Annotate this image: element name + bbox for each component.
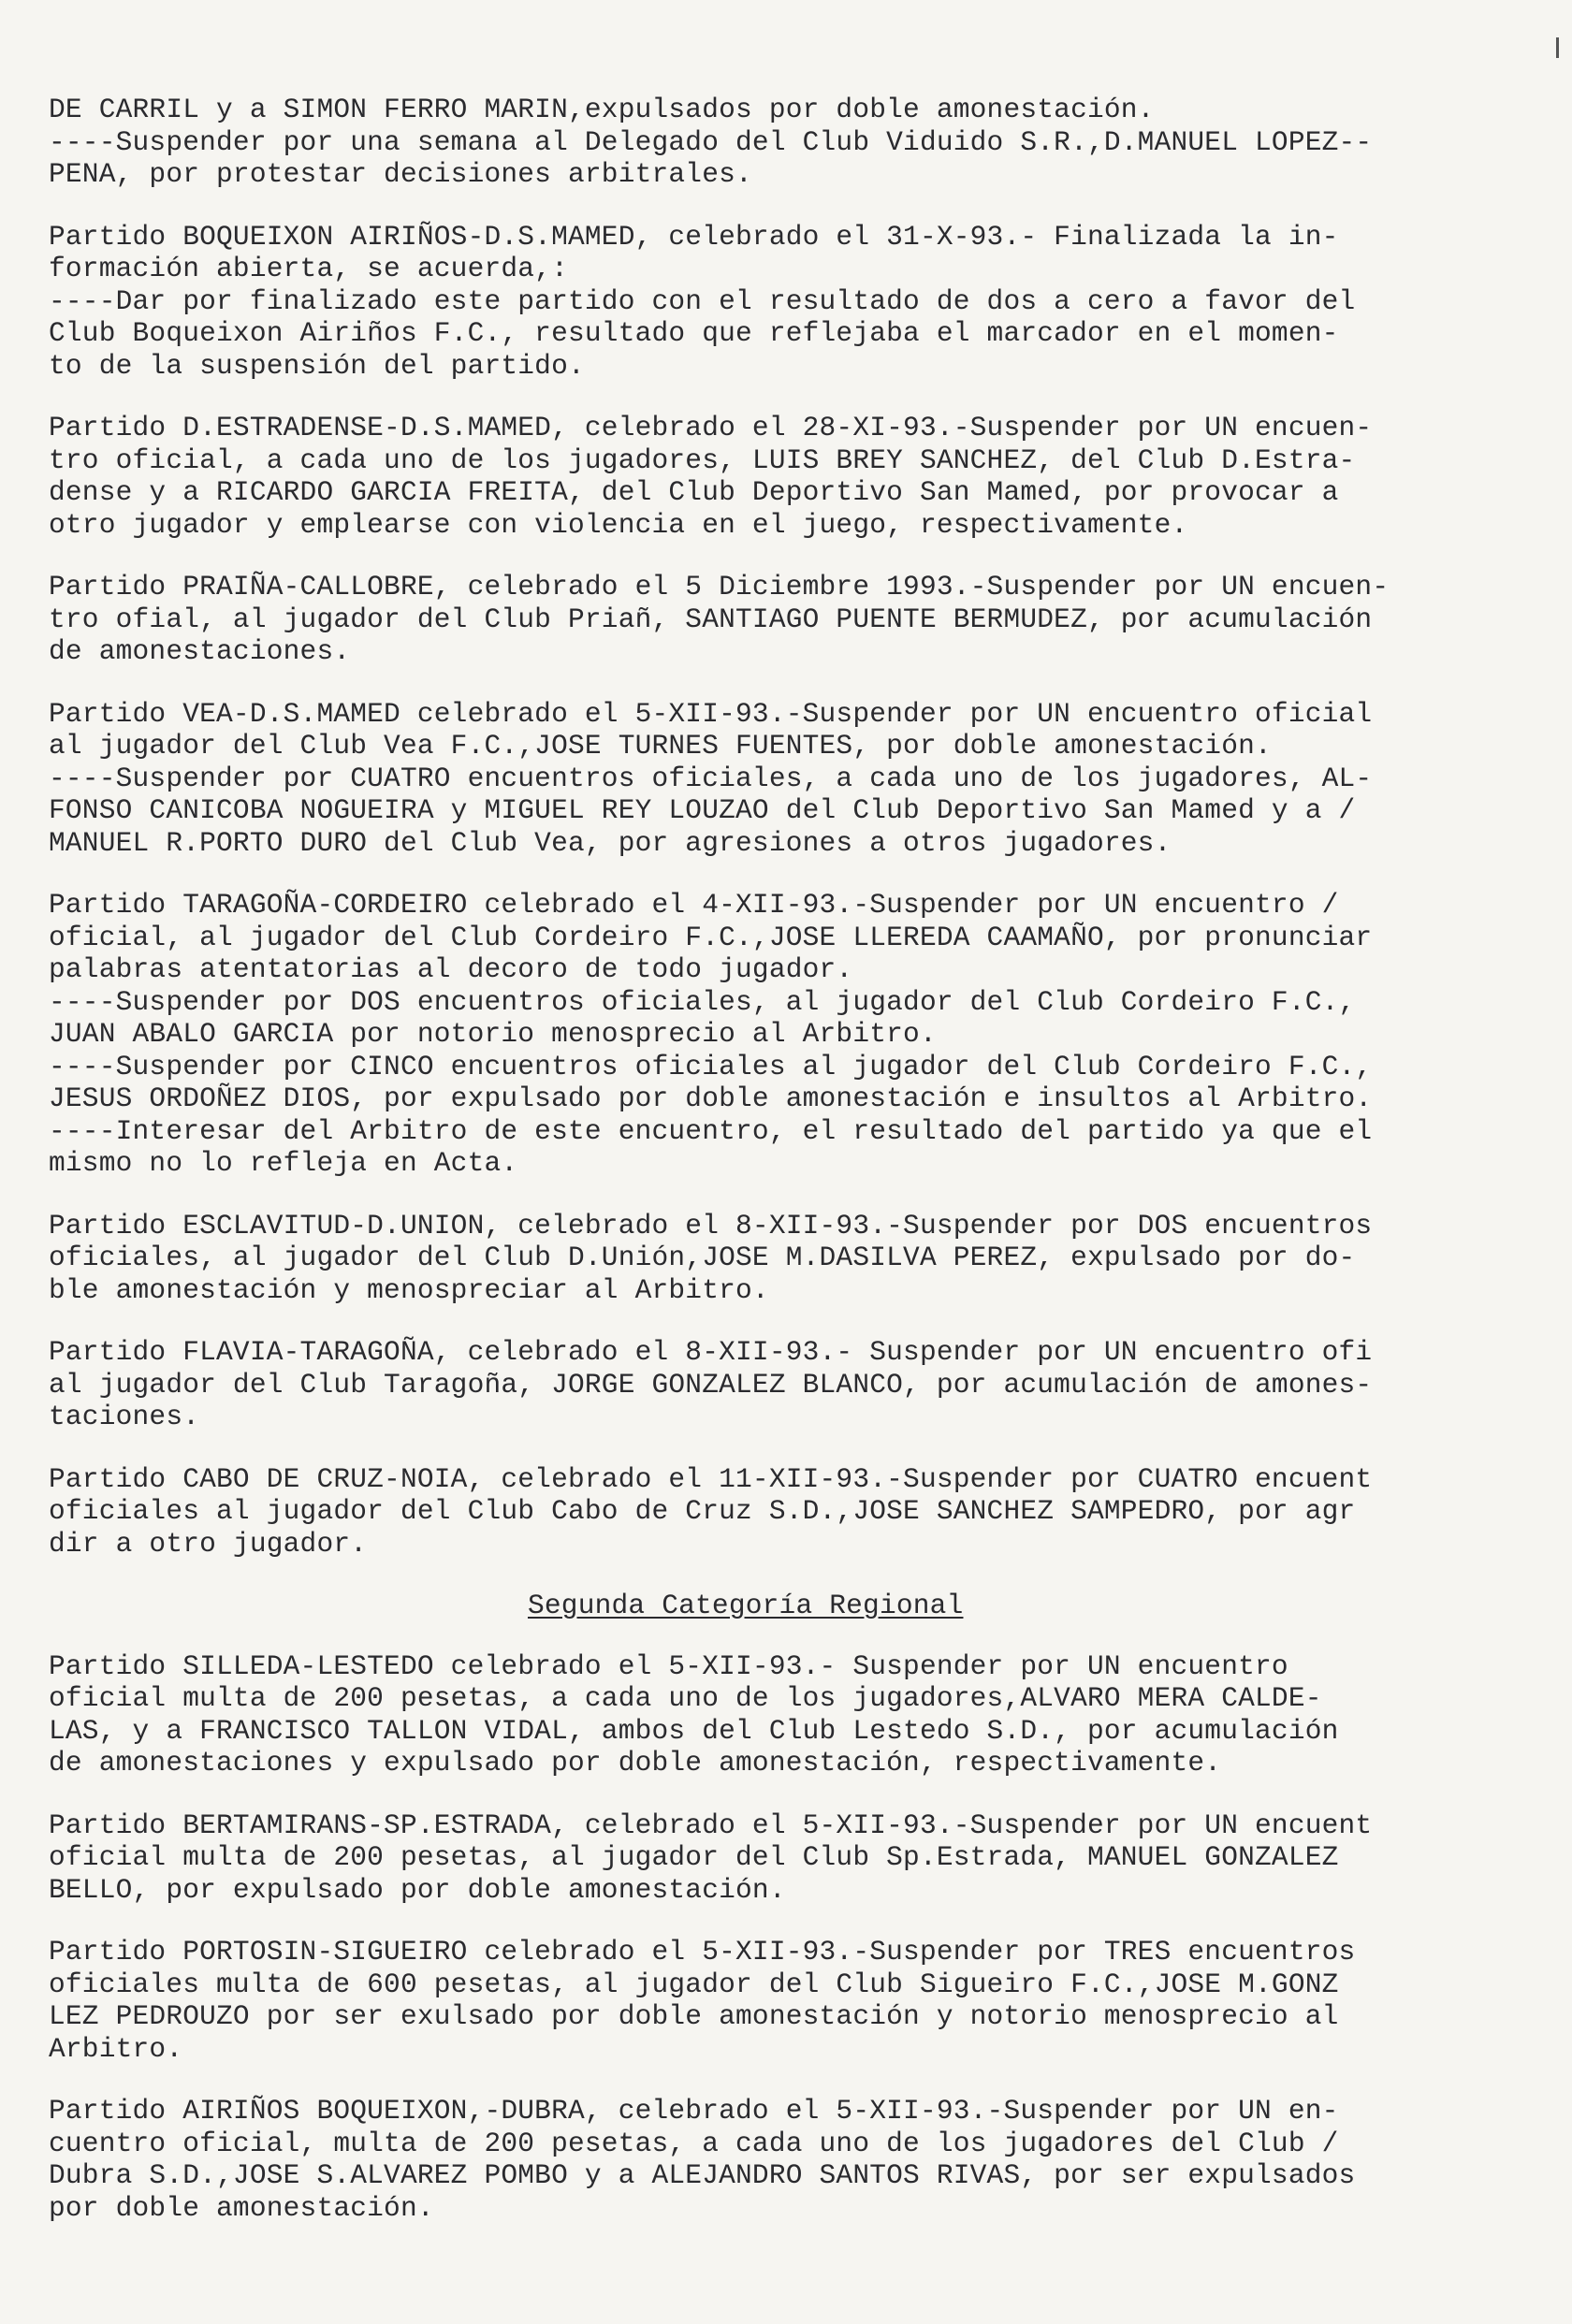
text-line: oficiales al jugador del Club Cabo de Cruz S.D.,JOSE SANCHEZ SAMPEDRO, por agr <box>49 1495 1356 1527</box>
text-line: Partido D.ESTRADENSE-D.S.MAMED, celebrado el 28-XI-93.-Suspender por UN encuen- <box>49 412 1373 443</box>
text-line: Club Boqueixon Airiños F.C., resultado que reflejaba el marcador en el momen- <box>49 317 1339 349</box>
text-line: LAS, y a FRANCISCO TALLON VIDAL, ambos del Club Lestedo S.D., por acumulación <box>49 1714 1339 1747</box>
text-line: LEZ PEDROUZO por ser exulsado por doble amonestación y notorio menosprecio al <box>49 2000 1339 2032</box>
text-line: Partido TARAGOÑA-CORDEIRO celebrado el 4-XII-93.-Suspender por UN encuentro / <box>49 889 1339 921</box>
text-line: Partido ESCLAVITUD-D.UNION, celebrado el 8-XII-93.-Suspender por DOS encuentros <box>49 1209 1373 1242</box>
text-line: al jugador del Club Vea F.C.,JOSE TURNES FUENTES, por doble amonestación. <box>49 730 1272 762</box>
text-line: palabras atentatorias al decoro de todo jugador. <box>49 953 853 985</box>
text-line: Dubra S.D.,JOSE S.ALVAREZ POMBO y a ALEJANDRO SANTOS RIVAS, por ser expulsados <box>49 2159 1356 2191</box>
text-line: de amonestaciones. <box>49 635 351 667</box>
paragraph <box>49 412 1536 541</box>
text-line: tro ofial, al jugador del Club Priañ, SANTIAGO PUENTE BERMUDEZ, por acumulación <box>49 603 1373 635</box>
text-line: DE CARRIL y a SIMON FERRO MARIN,expulsados por doble amonestación. <box>49 94 1155 125</box>
paragraph <box>49 1650 1536 1779</box>
text-line: Partido PORTOSIN-SIGUEIRO celebrado el 5-XII-93.-Suspender por TRES encuentros <box>49 1936 1356 1968</box>
paragraph <box>49 889 1536 1180</box>
paragraph <box>49 698 1536 860</box>
paragraph <box>49 1210 1536 1307</box>
text-line: ----Dar por finalizado este partido con el resultado de dos a cero a favor del <box>49 284 1356 317</box>
text-line: Partido SILLEDA-LESTEDO celebrado el 5-XII-93.- Suspender por UN encuentro <box>49 1649 1288 1682</box>
paragraph <box>49 1336 1536 1433</box>
text-line: dense y a RICARDO GARCIA FREITA, del Club Deportivo San Mamed, por provocar a <box>49 476 1339 508</box>
text-line: Partido FLAVIA-TARAGOÑA, celebrado el 8-XII-93.- Suspender por UN encuentro ofi <box>49 1336 1373 1368</box>
text-line: ----Suspender por CINCO encuentros oficiales al jugador del Club Cordeiro F.C., <box>49 1050 1373 1082</box>
paragraph <box>49 571 1536 668</box>
text-line: por doble amonestación. <box>49 2191 434 2224</box>
text-line: ----Suspender por una semana al Delegado del Club Viduido S.R.,D.MANUEL LOPEZ-- <box>49 125 1373 158</box>
paragraph <box>49 1936 1536 2065</box>
paragraph <box>49 2095 1536 2224</box>
text-line: Arbitro. <box>49 2032 183 2065</box>
text-line: dir a otro jugador. <box>49 1527 368 1560</box>
paragraph <box>49 1463 1536 1561</box>
text-line: Partido CABO DE CRUZ-NOIA, celebrado el 11-XII-93.-Suspender por CUATRO encuent <box>49 1462 1373 1495</box>
section-heading: Segunda Categoría Regional <box>528 1590 964 1621</box>
text-line: taciones. <box>49 1401 200 1432</box>
text-line: tro oficial, a cada uno de los jugadores, LUIS BREY SANCHEZ, del Club D.Estra- <box>49 443 1356 476</box>
text-line: ----Suspender por DOS encuentros oficiales, al jugador del Club Cordeiro F.C., <box>49 985 1356 1018</box>
text-line: JUAN ABALO GARCIA por notorio menosprecio al Arbitro. <box>49 1018 937 1050</box>
paragraph <box>49 94 1536 191</box>
text-line: Partido VEA-D.S.MAMED celebrado el 5-XII-93.-Suspender por UN encuentro oficial <box>49 697 1373 730</box>
text-line: formación abierta, se acuerda,: <box>49 253 568 284</box>
text-line: BELLO, por expulsado por doble amonestación. <box>49 1873 786 1906</box>
text-line: MANUEL R.PORTO DURO del Club Vea, por agresiones a otros jugadores. <box>49 826 1172 859</box>
paragraph <box>49 1809 1536 1907</box>
text-line: Partido BOQUEIXON AIRIÑOS-D.S.MAMED, celebrado el 31-X-93.- Finalizada la in- <box>49 220 1339 253</box>
text-line: Partido AIRIÑOS BOQUEIXON,-DUBRA, celebrado el 5-XII-93.-Suspender por UN en- <box>49 2095 1339 2127</box>
text-line: cuentro oficial, multa de 200 pesetas, a cada uno de los jugadores del Club / <box>49 2127 1339 2159</box>
paragraph <box>49 221 1536 383</box>
text-line: oficiales, al jugador del Club D.Unión,JOSE M.DASILVA PEREZ, expulsado por do- <box>49 1242 1356 1273</box>
text-line: JESUS ORDOÑEZ DIOS, por expulsado por doble amonestación e insultos al Arbitro. <box>49 1082 1373 1114</box>
page-edge-mark <box>1556 37 1559 58</box>
text-line: to de la suspensión del partido. <box>49 349 585 382</box>
text-line: oficial multa de 200 pesetas, al jugador del Club Sp.Estrada, MANUEL GONZALEZ <box>49 1841 1339 1873</box>
text-line: ----Interesar del Arbitro de este encuentro, el resultado del partido ya que el <box>49 1114 1373 1147</box>
text-line: oficiales multa de 600 pesetas, al jugador del Club Sigueiro F.C.,JOSE M.GONZ <box>49 1968 1339 2000</box>
text-line: oficial, al jugador del Club Cordeiro F.C.,JOSE LLEREDA CAAMAÑO, por pronunciar <box>49 921 1373 953</box>
text-line: mismo no lo refleja en Acta. <box>49 1147 518 1179</box>
text-line: ble amonestación y menospreciar al Arbitro. <box>49 1273 769 1306</box>
text-line: ----Suspender por CUATRO encuentros oficiales, a cada uno de los jugadores, AL- <box>49 762 1373 794</box>
text-line: al jugador del Club Taragoña, JORGE GONZALEZ BLANCO, por acumulación de amones- <box>49 1368 1373 1401</box>
text-line: Partido PRAIÑA-CALLOBRE, celebrado el 5 Diciembre 1993.-Suspender por UN encuen- <box>49 571 1390 603</box>
text-line: Partido BERTAMIRANS-SP.ESTRADA, celebrado el 5-XII-93.-Suspender por UN encuent <box>49 1808 1373 1841</box>
text-line: PENA, por protestar decisiones arbitrales. <box>49 158 752 190</box>
text-line: de amonestaciones y expulsado por doble amonestación, respectivamente. <box>49 1747 1222 1779</box>
text-line: FONSO CANICOBA NOGUEIRA y MIGUEL REY LOUZAO del Club Deportivo San Mamed y a / <box>49 794 1356 826</box>
text-line: otro jugador y emplearse con violencia en el juego, respectivamente. <box>49 508 1188 541</box>
document-body <box>49 94 1536 2254</box>
text-line: oficial multa de 200 pesetas, a cada uno de los jugadores,ALVARO MERA CALDE- <box>49 1682 1322 1714</box>
